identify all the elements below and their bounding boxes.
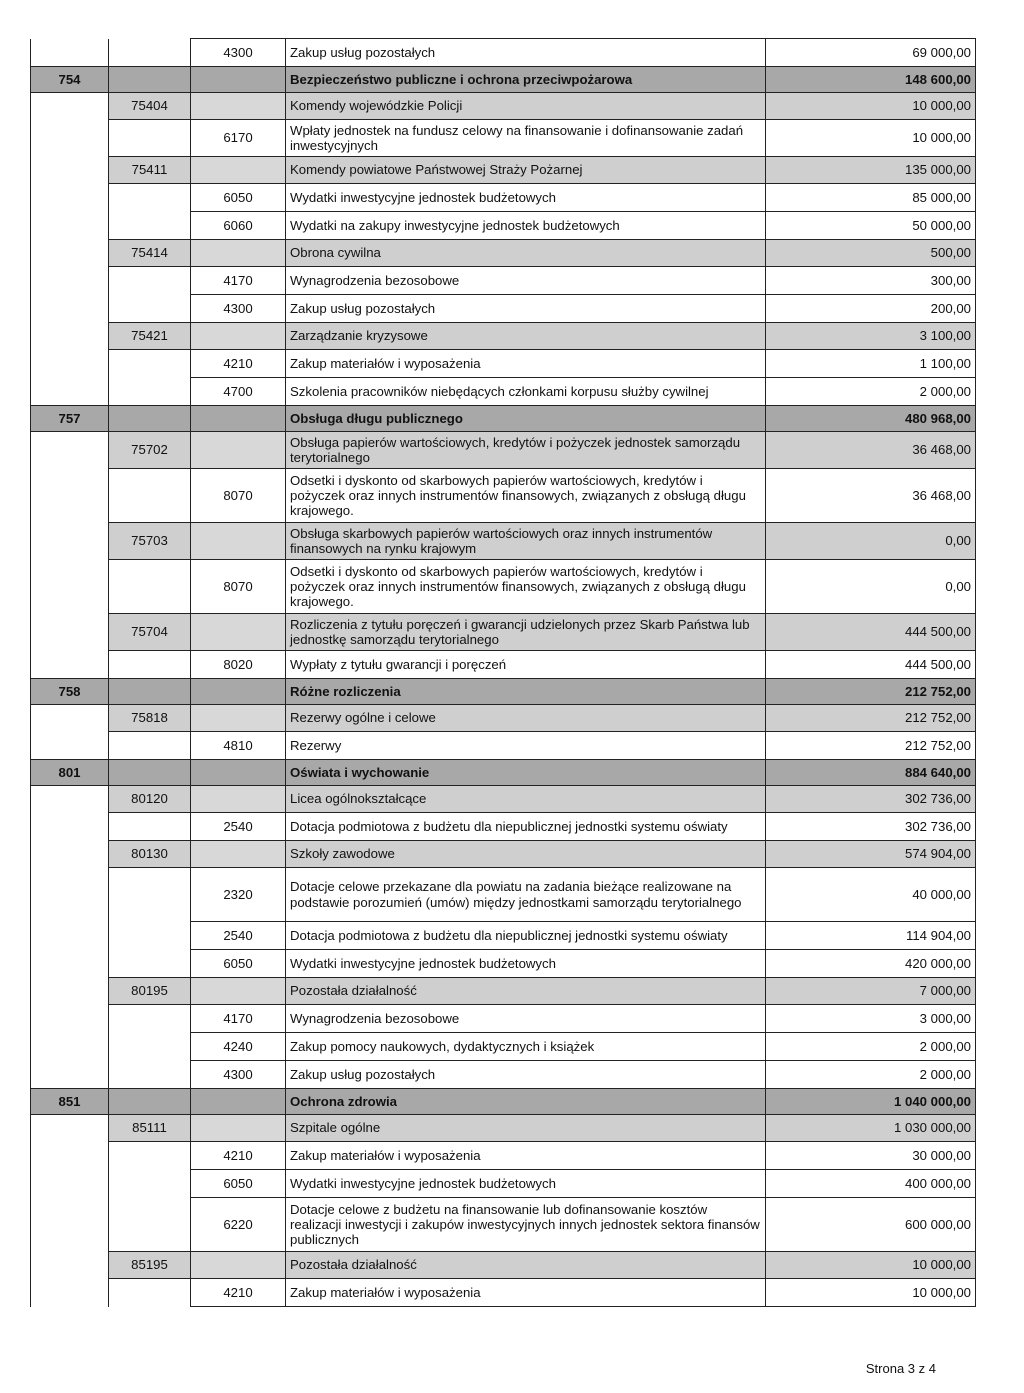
paragraf-code-cell: 2540	[191, 922, 286, 950]
budget-table	[30, 38, 976, 1307]
rozdzial-row	[31, 323, 976, 350]
rozdzial-code-cell: 80130	[109, 841, 191, 868]
paragraf-code-cell: 4210	[191, 350, 286, 378]
item-name-cell: Komendy wojewódzkie Policji	[286, 93, 766, 120]
dzial-code-cell	[31, 295, 109, 323]
paragraf-code-cell: 6220	[191, 1198, 286, 1252]
dzial-code-cell	[31, 184, 109, 212]
item-name-cell: Bezpieczeństwo publiczne i ochrona przeciwpożarowa	[286, 67, 766, 93]
rozdzial-row	[31, 240, 976, 267]
rozdzial-code-cell	[109, 378, 191, 406]
rozdzial-code-cell	[109, 760, 191, 786]
item-name-cell: Zarządzanie kryzysowe	[286, 323, 766, 350]
item-name-cell: Zakup usług pozostałych	[286, 39, 766, 67]
rozdzial-code-cell: 75421	[109, 323, 191, 350]
amount-cell: 85 000,00	[766, 184, 976, 212]
item-name-cell: Ochrona zdrowia	[286, 1089, 766, 1115]
amount-cell: 1 100,00	[766, 350, 976, 378]
rozdzial-row	[31, 432, 976, 469]
rozdzial-code-cell	[109, 267, 191, 295]
rozdzial-code-cell	[109, 406, 191, 432]
paragraf-code-cell: 4300	[191, 295, 286, 323]
amount-cell: 212 752,00	[766, 679, 976, 705]
rozdzial-code-cell: 75704	[109, 614, 191, 651]
rozdzial-row	[31, 786, 976, 813]
dzial-code-cell	[31, 950, 109, 978]
paragraf-row	[31, 350, 976, 378]
paragraf-row	[31, 922, 976, 950]
paragraf-row	[31, 1061, 976, 1089]
paragraf-code-cell	[191, 1115, 286, 1142]
amount-cell: 1 030 000,00	[766, 1115, 976, 1142]
paragraf-row	[31, 560, 976, 614]
item-name-cell: Komendy powiatowe Państwowej Straży Pożarnej	[286, 157, 766, 184]
rozdzial-code-cell: 75404	[109, 93, 191, 120]
paragraf-row	[31, 120, 976, 157]
paragraf-code-cell	[191, 67, 286, 93]
item-name-cell: Szkolenia pracowników niebędących członkami korpusu służby cywilnej	[286, 378, 766, 406]
item-name-cell: Wydatki inwestycyjne jednostek budżetowych	[286, 950, 766, 978]
paragraf-code-cell	[191, 1089, 286, 1115]
amount-cell: 148 600,00	[766, 67, 976, 93]
amount-cell: 3 000,00	[766, 1005, 976, 1033]
amount-cell: 10 000,00	[766, 93, 976, 120]
dzial-code-cell	[31, 841, 109, 868]
item-name-cell: Dotacja podmiotowa z budżetu dla niepublicznej jednostki systemu oświaty	[286, 922, 766, 950]
item-name-cell: Wydatki inwestycyjne jednostek budżetowych	[286, 1170, 766, 1198]
rozdzial-code-cell	[109, 1142, 191, 1170]
paragraf-row	[31, 1033, 976, 1061]
rozdzial-row	[31, 841, 976, 868]
rozdzial-row	[31, 93, 976, 120]
dzial-code-cell	[31, 651, 109, 679]
dzial-code-cell	[31, 1005, 109, 1033]
dzial-code-cell	[31, 922, 109, 950]
dzial-code-cell	[31, 1279, 109, 1307]
paragraf-code-cell: 4170	[191, 1005, 286, 1033]
amount-cell: 480 968,00	[766, 406, 976, 432]
dzial-row	[31, 1089, 976, 1115]
rozdzial-row	[31, 157, 976, 184]
dzial-code-cell	[31, 786, 109, 813]
item-name-cell: Zakup usług pozostałych	[286, 1061, 766, 1089]
rozdzial-code-cell	[109, 1279, 191, 1307]
amount-cell: 302 736,00	[766, 813, 976, 841]
paragraf-code-cell: 6060	[191, 212, 286, 240]
item-name-cell: Obsługa długu publicznego	[286, 406, 766, 432]
paragraf-row	[31, 1005, 976, 1033]
paragraf-row	[31, 813, 976, 841]
item-name-cell: Pozostała działalność	[286, 978, 766, 1005]
rozdzial-row	[31, 1252, 976, 1279]
rozdzial-code-cell	[109, 732, 191, 760]
dzial-code-cell	[31, 813, 109, 841]
dzial-code-cell	[31, 350, 109, 378]
rozdzial-code-cell	[109, 212, 191, 240]
amount-cell: 200,00	[766, 295, 976, 323]
paragraf-row	[31, 184, 976, 212]
paragraf-code-cell: 2320	[191, 868, 286, 922]
rozdzial-row	[31, 705, 976, 732]
rozdzial-row	[31, 1115, 976, 1142]
dzial-row	[31, 679, 976, 705]
amount-cell: 444 500,00	[766, 651, 976, 679]
amount-cell: 10 000,00	[766, 1252, 976, 1279]
amount-cell: 10 000,00	[766, 120, 976, 157]
paragraf-row	[31, 732, 976, 760]
rozdzial-code-cell: 80120	[109, 786, 191, 813]
amount-cell: 135 000,00	[766, 157, 976, 184]
rozdzial-row	[31, 523, 976, 560]
dzial-code-cell	[31, 614, 109, 651]
dzial-code-cell	[31, 1252, 109, 1279]
item-name-cell: Obsługa skarbowych papierów wartościowych oraz innych instrumentów finansowych na rynku krajowym	[286, 523, 766, 560]
paragraf-code-cell: 6170	[191, 120, 286, 157]
item-name-cell: Wynagrodzenia bezosobowe	[286, 267, 766, 295]
amount-cell: 2 000,00	[766, 1033, 976, 1061]
rozdzial-code-cell: 75411	[109, 157, 191, 184]
amount-cell: 3 100,00	[766, 323, 976, 350]
budget-table-body	[31, 39, 976, 1307]
item-name-cell: Pozostała działalność	[286, 1252, 766, 1279]
dzial-code-cell	[31, 432, 109, 469]
rozdzial-code-cell	[109, 120, 191, 157]
paragraf-row	[31, 651, 976, 679]
paragraf-code-cell: 6050	[191, 950, 286, 978]
rozdzial-code-cell	[109, 813, 191, 841]
paragraf-code-cell: 2540	[191, 813, 286, 841]
paragraf-row	[31, 950, 976, 978]
rozdzial-code-cell	[109, 1033, 191, 1061]
amount-cell: 2 000,00	[766, 1061, 976, 1089]
item-name-cell: Zakup pomocy naukowych, dydaktycznych i książek	[286, 1033, 766, 1061]
dzial-code-cell	[31, 978, 109, 1005]
dzial-code-cell: 851	[31, 1089, 109, 1115]
rozdzial-code-cell	[109, 184, 191, 212]
item-name-cell: Rezerwy ogólne i celowe	[286, 705, 766, 732]
item-name-cell: Wynagrodzenia bezosobowe	[286, 1005, 766, 1033]
paragraf-code-cell	[191, 432, 286, 469]
dzial-code-cell	[31, 157, 109, 184]
paragraf-code-cell	[191, 786, 286, 813]
paragraf-row	[31, 1170, 976, 1198]
paragraf-code-cell: 8070	[191, 469, 286, 523]
rozdzial-code-cell: 85195	[109, 1252, 191, 1279]
rozdzial-code-cell	[109, 469, 191, 523]
amount-cell: 0,00	[766, 560, 976, 614]
item-name-cell: Obrona cywilna	[286, 240, 766, 267]
item-name-cell: Zakup materiałów i wyposażenia	[286, 350, 766, 378]
paragraf-code-cell: 4810	[191, 732, 286, 760]
paragraf-code-cell: 4240	[191, 1033, 286, 1061]
item-name-cell: Dotacje celowe z budżetu na finansowanie lub dofinansowanie kosztów realizacji inwestycji i zakupów inwestycyjnych innych jednostek sektora finansów publicznych	[286, 1198, 766, 1252]
amount-cell: 574 904,00	[766, 841, 976, 868]
dzial-code-cell	[31, 120, 109, 157]
dzial-code-cell	[31, 469, 109, 523]
paragraf-row	[31, 267, 976, 295]
paragraf-code-cell: 8070	[191, 560, 286, 614]
rozdzial-row	[31, 614, 976, 651]
item-name-cell: Rezerwy	[286, 732, 766, 760]
paragraf-code-cell	[191, 679, 286, 705]
paragraf-row	[31, 1198, 976, 1252]
rozdzial-code-cell: 75703	[109, 523, 191, 560]
item-name-cell: Oświata i wychowanie	[286, 760, 766, 786]
paragraf-code-cell	[191, 705, 286, 732]
dzial-code-cell	[31, 705, 109, 732]
amount-cell: 420 000,00	[766, 950, 976, 978]
rozdzial-code-cell	[109, 295, 191, 323]
item-name-cell: Zakup usług pozostałych	[286, 295, 766, 323]
amount-cell: 10 000,00	[766, 1279, 976, 1307]
item-name-cell: Wydatki na zakupy inwestycyjne jednostek budżetowych	[286, 212, 766, 240]
paragraf-code-cell: 6050	[191, 1170, 286, 1198]
page-number: Strona 3 z 4	[865, 1361, 936, 1376]
dzial-row	[31, 760, 976, 786]
item-name-cell: Różne rozliczenia	[286, 679, 766, 705]
paragraf-code-cell: 4170	[191, 267, 286, 295]
amount-cell: 0,00	[766, 523, 976, 560]
paragraf-code-cell: 4700	[191, 378, 286, 406]
item-name-cell: Odsetki i dyskonto od skarbowych papierów wartościowych, kredytów i pożyczek oraz innych instrumentów finansowych, związanych z obsługą długu krajowego.	[286, 560, 766, 614]
rozdzial-code-cell	[109, 1198, 191, 1252]
amount-cell: 40 000,00	[766, 868, 976, 922]
amount-cell: 50 000,00	[766, 212, 976, 240]
dzial-code-cell	[31, 732, 109, 760]
paragraf-row	[31, 39, 976, 67]
dzial-code-cell	[31, 1033, 109, 1061]
dzial-code-cell	[31, 93, 109, 120]
paragraf-row	[31, 212, 976, 240]
amount-cell: 212 752,00	[766, 732, 976, 760]
paragraf-row	[31, 378, 976, 406]
amount-cell: 69 000,00	[766, 39, 976, 67]
item-name-cell: Szpitale ogólne	[286, 1115, 766, 1142]
amount-cell: 500,00	[766, 240, 976, 267]
amount-cell: 2 000,00	[766, 378, 976, 406]
item-name-cell: Zakup materiałów i wyposażenia	[286, 1279, 766, 1307]
amount-cell: 30 000,00	[766, 1142, 976, 1170]
rozdzial-code-cell	[109, 39, 191, 67]
rozdzial-code-cell: 80195	[109, 978, 191, 1005]
dzial-code-cell: 801	[31, 760, 109, 786]
dzial-code-cell: 758	[31, 679, 109, 705]
item-name-cell: Wydatki inwestycyjne jednostek budżetowych	[286, 184, 766, 212]
item-name-cell: Dotacja podmiotowa z budżetu dla niepublicznej jednostki systemu oświaty	[286, 813, 766, 841]
paragraf-code-cell	[191, 523, 286, 560]
paragraf-code-cell	[191, 760, 286, 786]
amount-cell: 36 468,00	[766, 469, 976, 523]
dzial-code-cell	[31, 1198, 109, 1252]
rozdzial-code-cell	[109, 1061, 191, 1089]
rozdzial-code-cell	[109, 1089, 191, 1115]
rozdzial-code-cell	[109, 922, 191, 950]
item-name-cell: Szkoły zawodowe	[286, 841, 766, 868]
paragraf-row	[31, 868, 976, 922]
rozdzial-code-cell: 75818	[109, 705, 191, 732]
dzial-code-cell	[31, 323, 109, 350]
rozdzial-code-cell: 75414	[109, 240, 191, 267]
dzial-code-cell	[31, 212, 109, 240]
dzial-code-cell	[31, 1142, 109, 1170]
dzial-row	[31, 67, 976, 93]
paragraf-code-cell	[191, 157, 286, 184]
dzial-code-cell	[31, 378, 109, 406]
dzial-code-cell: 754	[31, 67, 109, 93]
amount-cell: 36 468,00	[766, 432, 976, 469]
paragraf-code-cell: 4210	[191, 1279, 286, 1307]
paragraf-row	[31, 469, 976, 523]
amount-cell: 302 736,00	[766, 786, 976, 813]
paragraf-code-cell	[191, 406, 286, 432]
paragraf-code-cell: 8020	[191, 651, 286, 679]
dzial-code-cell	[31, 1115, 109, 1142]
rozdzial-code-cell	[109, 1170, 191, 1198]
item-name-cell: Dotacje celowe przekazane dla powiatu na zadania bieżące realizowane na podstawie porozumień (umów) między jednostkami samorządu terytorialnego	[286, 868, 766, 922]
paragraf-row	[31, 295, 976, 323]
item-name-cell: Rozliczenia z tytułu poręczeń i gwarancji udzielonych przez Skarb Państwa lub jednostkę samorządu terytorialnego	[286, 614, 766, 651]
amount-cell: 300,00	[766, 267, 976, 295]
dzial-code-cell	[31, 868, 109, 922]
item-name-cell: Odsetki i dyskonto od skarbowych papierów wartościowych, kredytów i pożyczek oraz innych instrumentów finansowych, związanych z obsługą długu krajowego.	[286, 469, 766, 523]
item-name-cell: Obsługa papierów wartościowych, kredytów i pożyczek jednostek samorządu terytorialnego	[286, 432, 766, 469]
amount-cell: 114 904,00	[766, 922, 976, 950]
item-name-cell: Zakup materiałów i wyposażenia	[286, 1142, 766, 1170]
paragraf-code-cell: 4210	[191, 1142, 286, 1170]
rozdzial-code-cell	[109, 560, 191, 614]
amount-cell: 884 640,00	[766, 760, 976, 786]
amount-cell: 212 752,00	[766, 705, 976, 732]
item-name-cell: Licea ogólnokształcące	[286, 786, 766, 813]
rozdzial-code-cell	[109, 350, 191, 378]
rozdzial-code-cell	[109, 67, 191, 93]
rozdzial-code-cell: 75702	[109, 432, 191, 469]
rozdzial-code-cell: 85111	[109, 1115, 191, 1142]
paragraf-code-cell: 4300	[191, 1061, 286, 1089]
rozdzial-code-cell	[109, 1005, 191, 1033]
paragraf-code-cell: 6050	[191, 184, 286, 212]
amount-cell: 7 000,00	[766, 978, 976, 1005]
amount-cell: 400 000,00	[766, 1170, 976, 1198]
dzial-code-cell	[31, 523, 109, 560]
dzial-code-cell	[31, 240, 109, 267]
rozdzial-row	[31, 978, 976, 1005]
dzial-row	[31, 406, 976, 432]
amount-cell: 444 500,00	[766, 614, 976, 651]
item-name-cell: Wpłaty jednostek na fundusz celowy na finansowanie i dofinansowanie zadań inwestycyjnych	[286, 120, 766, 157]
item-name-cell: Wypłaty z tytułu gwarancji i poręczeń	[286, 651, 766, 679]
dzial-code-cell	[31, 39, 109, 67]
paragraf-code-cell	[191, 240, 286, 267]
paragraf-row	[31, 1142, 976, 1170]
paragraf-code-cell	[191, 93, 286, 120]
paragraf-code-cell	[191, 614, 286, 651]
paragraf-code-cell: 4300	[191, 39, 286, 67]
amount-cell: 1 040 000,00	[766, 1089, 976, 1115]
paragraf-code-cell	[191, 841, 286, 868]
dzial-code-cell	[31, 267, 109, 295]
dzial-code-cell	[31, 560, 109, 614]
dzial-code-cell	[31, 1061, 109, 1089]
dzial-code-cell	[31, 1170, 109, 1198]
amount-cell: 600 000,00	[766, 1198, 976, 1252]
rozdzial-code-cell	[109, 651, 191, 679]
paragraf-code-cell	[191, 323, 286, 350]
rozdzial-code-cell	[109, 868, 191, 922]
paragraf-code-cell	[191, 978, 286, 1005]
dzial-code-cell: 757	[31, 406, 109, 432]
paragraf-code-cell	[191, 1252, 286, 1279]
rozdzial-code-cell	[109, 950, 191, 978]
rozdzial-code-cell	[109, 679, 191, 705]
paragraf-row	[31, 1279, 976, 1307]
